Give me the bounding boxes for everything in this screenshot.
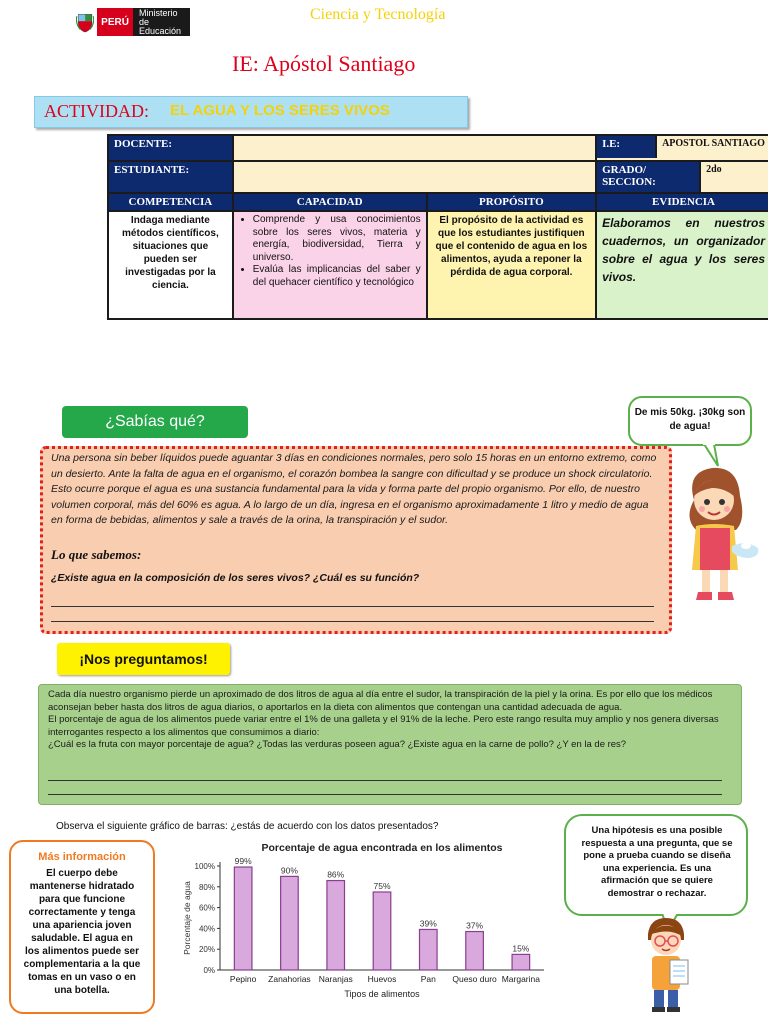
y-tick-label: 100% (194, 862, 215, 871)
boy-illustration-icon (636, 914, 696, 1014)
bar-value-label: 90% (280, 865, 298, 876)
capacidad-item: • Evalúa las implicancias del saber y del quehacer científico y tecnológico (253, 264, 421, 289)
header-competencia: COMPETENCIA (108, 193, 233, 211)
sabias-que-button: ¿Sabías qué? (62, 406, 248, 438)
y-axis-label: Porcentaje de agua (182, 881, 192, 955)
bar-queso-duro (466, 932, 484, 970)
competencia-text: Indaga mediante métodos científicos, situaciones que pueden ser investigadas por la ciencia. (108, 211, 233, 319)
mas-informacion-text: El cuerpo debe mantenerse hidratado para que funcione correctamente y tenga una apariencia joven saludable. El agua en los alimentos puede ser complementaria a la que tomas en un vaso o en una botella. (23, 868, 141, 996)
answer-line-3[interactable] (48, 780, 722, 781)
nos-preguntamos-button: ¡Nos preguntamos! (57, 643, 230, 675)
y-tick-label: 60% (198, 903, 215, 913)
docente-field[interactable] (233, 135, 596, 161)
chart-title: Porcentaje de agua encontrada en los alimentos (261, 842, 503, 854)
x-axis-label: Tipos de alimentos (344, 989, 420, 999)
sabemos-title: Lo que sabemos: (51, 547, 142, 562)
school-title: IE: Apóstol Santiago (232, 51, 416, 76)
sabemos-question: ¿Existe agua en la composición de los seres vivos? ¿Cuál es su función? (51, 572, 420, 584)
preguntamos-paragraph-2: El porcentaje de agua de los alimentos puede variar entre el 1% de una galleta y el 91% de la leche. Pero este rango resulta muy amplio y nos genera diversas interrogantes respecto a los alimentos que consumimos a diario: (48, 714, 719, 738)
bar-value-label: 99% (234, 856, 252, 867)
x-tick-label: Naranjas (318, 974, 353, 984)
x-tick-label: Pan (420, 974, 436, 984)
bar-value-label: 86% (327, 869, 345, 880)
minedu-logo (76, 6, 190, 38)
ie-cell (596, 135, 768, 161)
grado-cell (596, 161, 768, 193)
capacidad-item: • Comprende y usa conocimientos sobre los seres vivos, materia y energía, biodiversidad, Tierra y universo. (253, 214, 421, 264)
header-capacidad: CAPACIDAD (233, 193, 427, 211)
header-proposito: PROPÓSITO (427, 193, 596, 211)
bar-margarina (512, 954, 530, 970)
y-tick-label: 80% (198, 882, 215, 892)
logo-country: PERÚ (97, 8, 133, 36)
bar-pan (419, 929, 437, 970)
estudiante-field[interactable] (233, 161, 596, 193)
ie-label: I.E: (597, 136, 657, 158)
info-table (107, 134, 768, 320)
y-tick-label: 0% (203, 966, 215, 975)
proposito-text: El propósito de la actividad es que los estudiantes justifiquen que el contenido de agua en los alimentos, ayuda a reponer la pérdida de agua corporal. (427, 211, 596, 319)
logo-ministry (133, 8, 190, 36)
bar-pepino (234, 867, 252, 970)
girl-illustration-icon (676, 460, 762, 602)
ie-value: APOSTOL SANTIAGO (662, 138, 765, 149)
x-tick-label: Pepino (229, 974, 257, 984)
bar-value-label: 15% (512, 943, 530, 954)
docente-label: DOCENTE: (108, 135, 233, 161)
estudiante-label: ESTUDIANTE: (108, 161, 233, 193)
observe-instruction: Observa el siguiente gráfico de barras: ¿estás de acuerdo con los datos presentados? (56, 821, 439, 832)
preguntamos-paragraph-3: ¿Cuál es la fruta con mayor porcentaje de agua? ¿Todas las verduras poseen agua? ¿Existe agua en la carne de pollo? ¿Y en la de res? (48, 739, 627, 750)
bar-zanahorias (281, 876, 299, 970)
grado-label: GRADO/ SECCION: (597, 162, 701, 192)
bar-naranjas (327, 881, 345, 970)
logo-ministry-line1: Ministerio (138, 7, 178, 18)
water-content-chart (168, 836, 550, 1004)
capacidad-cell (233, 211, 427, 319)
x-tick-label: Margarina (501, 974, 540, 984)
preguntamos-text (48, 689, 736, 752)
activity-title: EL AGUA Y LOS SERES VIVOS (170, 102, 390, 119)
bar-value-label: 75% (373, 881, 391, 891)
evidencia-text: Elaboramos en nuestros cuadernos, un organizador sobre el agua y los seres vivos. (596, 211, 768, 319)
answer-line-4[interactable] (48, 794, 722, 795)
bar-huevos (373, 892, 391, 970)
grado-value: 2do (706, 164, 722, 175)
answer-line-2[interactable] (51, 621, 654, 622)
answer-line-1[interactable] (51, 606, 654, 607)
y-tick-label: 40% (198, 924, 215, 934)
preguntamos-paragraph-1: Cada día nuestro organismo pierde un aproximado de dos litros de agua al día entre el sudor, la transpiración de la piel y la orina. Es por ello que los médicos aconsejan beber hasta dos litros de agua diarios, o aportarlos en la dieta con alimentos que contengan una cantidad adecuada de agua. (48, 689, 713, 713)
x-tick-label: Zanahorias (268, 974, 311, 984)
activity-label: ACTIVIDAD: (44, 101, 149, 121)
x-tick-label: Queso duro (452, 974, 497, 984)
x-tick-label: Huevos (367, 974, 397, 984)
hipotesis-text: Una hipótesis es una posible respuesta a una pregunta, que se pone a prueba cuando se diseña una experiencia. Es una afirmación que se quiere demostrar o rechazar. (581, 825, 733, 899)
bar-value-label: 37% (466, 920, 484, 931)
logo-ministry-line2: de Educación (138, 16, 181, 36)
girl-speech-bubble: De mis 50kg. ¡30kg son de agua! (628, 396, 752, 446)
mas-informacion-title: Más información (38, 851, 126, 863)
bar-value-label: 39% (419, 918, 437, 929)
sabias-que-text: Una persona sin beber líquidos puede aguantar 3 días en condiciones normales, pero solo 15 horas en un entorno extremo, como un desierto. Ante la falta de agua en el organismo, el corazón bombea la sangre con dificultad y se produce un shock circulatorio. Esto ocurre porque el agua es una sustancia fundamental para la vida y forma parte del propio organismo. Por ello, de nuestro volumen corporal, más del 60% es agua. A lo largo de un día, ingresa en el organismo aproximadamente 1 litro y medio de agua en forma de bebidas, alimentos y sale a través de la orina, la transpiración y el sudor. (51, 452, 657, 526)
peru-shield-icon (76, 9, 94, 35)
bar-chart-svg (168, 836, 550, 1004)
subject-title: Ciencia y Tecnología (310, 6, 446, 23)
y-tick-label: 20% (198, 945, 215, 955)
header-evidencia: EVIDENCIA (596, 193, 768, 211)
